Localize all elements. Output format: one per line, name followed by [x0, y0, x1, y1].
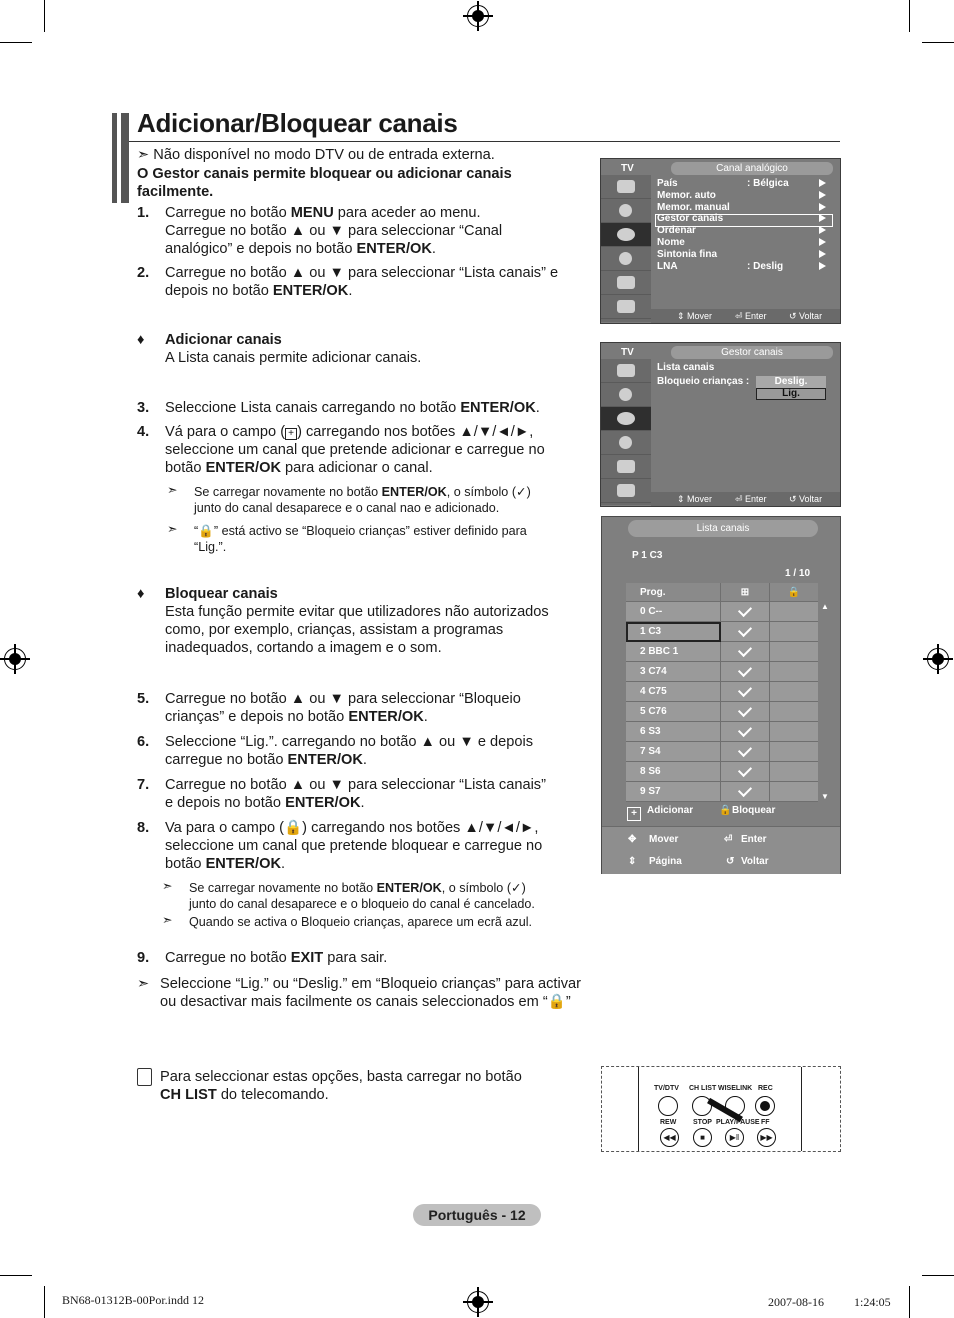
menu-item[interactable]: País: [657, 178, 678, 189]
note-unavailable: [137, 146, 495, 164]
channel-list-header: Lista canais: [628, 520, 818, 537]
step-key: ENTER/OK: [460, 400, 536, 416]
crop-mark: [909, 0, 910, 32]
channel-name: 0 C--: [626, 602, 721, 622]
enter-icon: ⏎: [724, 834, 733, 845]
stop-label: STOP: [693, 1119, 712, 1126]
sound-icon[interactable]: [601, 199, 651, 223]
step-text: Vá para o campo (: [165, 424, 286, 440]
menu-item[interactable]: Sintonia fina: [657, 248, 717, 260]
step-4: [165, 423, 585, 477]
lock-cell[interactable]: [770, 762, 819, 782]
add-label: Adicionar: [647, 805, 694, 816]
added-check-icon[interactable]: [721, 662, 770, 682]
crop-mark: [0, 1275, 32, 1276]
note-arrow-icon: ➣: [137, 147, 150, 163]
remote-hand-icon: [137, 1068, 152, 1086]
step-text: Seleccione “Lig.”. carregando no botão ▲ ou ▼ e depois: [165, 734, 534, 750]
scroll-up-icon[interactable]: ▲: [821, 602, 829, 611]
move-hint: ⇕ Mover: [677, 311, 713, 321]
page-icon: ⇕: [628, 856, 637, 867]
note-text: , o símbolo (: [441, 881, 512, 895]
step-number: 4.: [137, 424, 150, 440]
footer-file: BN68-01312B-00Por.indd 12: [62, 1293, 205, 1307]
menu-sidebar: [601, 359, 651, 505]
title-bar: [121, 113, 129, 203]
submenu-arrow-icon: [819, 191, 826, 199]
channel-icon[interactable]: [601, 223, 651, 247]
menu-item[interactable]: LNA: [657, 260, 678, 272]
submenu-arrow-icon: [819, 226, 826, 234]
added-check-icon[interactable]: [721, 702, 770, 722]
step-number: 7.: [137, 777, 150, 793]
step-key: ENTER/OK: [356, 241, 432, 257]
hint-text: Enter: [745, 494, 767, 504]
menu-header: Gestor canais: [671, 346, 833, 359]
title-rule: [129, 141, 840, 142]
step-text: crianças” e depois no botão: [165, 709, 349, 725]
menu-item[interactable]: Nome: [657, 237, 685, 248]
note-text: ): [521, 881, 526, 895]
channel-name: 9 S7: [626, 782, 721, 802]
registration-mark-icon: [4, 648, 26, 670]
channel-name: 6 S3: [626, 722, 721, 742]
add-icon: +: [627, 807, 641, 821]
note-8b: Quando se activa o Bloqueio crianças, aparece um ecrã azul.: [189, 915, 533, 929]
section-desc: como, por exemplo, crianças, assistam a programas: [165, 622, 504, 638]
setup-icon[interactable]: [601, 247, 651, 271]
back-hint: ↺ Voltar: [789, 311, 823, 321]
step-text: analógico” e depois no botão: [165, 241, 357, 257]
tvdtv-button[interactable]: [658, 1096, 678, 1116]
ff-icon[interactable]: ▶▶: [757, 1128, 776, 1147]
step-7: [165, 776, 585, 812]
menu-header: Canal analógico: [671, 162, 833, 175]
stop-icon[interactable]: ■: [693, 1128, 712, 1147]
channel-name: 8 S6: [626, 762, 721, 782]
note-arrow-icon: ➣: [137, 976, 150, 992]
step-1: [165, 204, 585, 258]
submenu-arrow-icon: [819, 203, 826, 211]
step-text: para sair.: [323, 950, 388, 966]
lock-cell[interactable]: [770, 642, 819, 662]
picture-icon[interactable]: [601, 175, 651, 199]
added-check-icon[interactable]: [721, 722, 770, 742]
table-row[interactable]: [626, 642, 818, 662]
tv-label: TV: [621, 163, 634, 174]
step-text: .: [280, 856, 286, 872]
step-text: Carregue no botão ▲ ou ▼ para seleccionar “Canal: [165, 223, 503, 239]
step-text: botão: [165, 460, 206, 476]
lock-cell[interactable]: [770, 702, 819, 722]
scroll-down-icon[interactable]: ▼: [821, 792, 829, 801]
step-key: ENTER/OK: [205, 460, 281, 476]
lock-label: Bloquear: [732, 805, 776, 816]
note-text: “: [194, 524, 199, 538]
rew-icon[interactable]: ◀◀: [660, 1128, 679, 1147]
hint-text: Voltar: [799, 311, 823, 321]
step-text: Carregue no botão ▲ ou ▼ para seleccionar “Lista canais”: [165, 777, 546, 793]
check-icon: ✓: [516, 485, 527, 499]
lock-cell[interactable]: [770, 782, 819, 802]
step-text: e depois no botão: [165, 795, 286, 811]
menu-item[interactable]: Ordenar: [657, 225, 696, 237]
menu-item-value: : Bélgica: [747, 178, 789, 189]
submenu-arrow-icon: [819, 250, 826, 258]
note-text: ): [526, 485, 531, 499]
remote-control-image: [601, 1066, 841, 1152]
step-text: ) carregando nos botões ▲/▼/◄/►,: [297, 424, 534, 440]
application-icon[interactable]: [601, 479, 651, 503]
table-row[interactable]: [626, 682, 818, 702]
intro: O Gestor canais permite bloquear ou adicionar canais facilmente.: [137, 166, 512, 200]
add-icon: +: [285, 428, 297, 440]
menu-item-channel-list[interactable]: Lista canais: [657, 362, 715, 373]
channel-table: [626, 583, 818, 802]
added-check-icon[interactable]: [721, 782, 770, 802]
table-row[interactable]: [626, 602, 818, 622]
lock-icon: 🔒: [198, 524, 214, 538]
enter-hint: ⏎ Enter: [735, 311, 767, 321]
input-icon[interactable]: [601, 271, 651, 295]
move-hint: ⇕ Mover: [677, 494, 713, 504]
table-row[interactable]: [626, 762, 818, 782]
lock-cell[interactable]: [770, 662, 819, 682]
option-on[interactable]: Lig.: [756, 388, 826, 400]
hint-text: Voltar: [799, 494, 823, 504]
table-row[interactable]: [626, 622, 818, 642]
hint-text: Mover: [687, 494, 713, 504]
tv-label: TV: [621, 347, 634, 358]
play-pause-icon[interactable]: ▶‖: [725, 1128, 744, 1147]
channel-name: 3 C74: [626, 662, 721, 682]
submenu-arrow-icon: [819, 262, 826, 270]
note-8a: [189, 880, 589, 912]
step-text: botão: [165, 856, 206, 872]
move-hint: Mover: [649, 834, 679, 845]
tip-text: Seleccione “Lig.” ou “Deslig.” em “Bloqueio crianças” para activar: [160, 976, 581, 992]
table-row[interactable]: [626, 722, 818, 742]
picture-icon[interactable]: [601, 359, 651, 383]
lock-section: [165, 585, 585, 657]
note-text: ” está activo se “Bloqueio crianças” estiver definido para: [213, 524, 527, 538]
step-text: .: [423, 709, 428, 725]
step-key: MENU: [290, 205, 334, 221]
tip-text: ”: [565, 994, 571, 1010]
note-4b: [194, 523, 584, 555]
remote-edge: [801, 1066, 802, 1152]
step-number: 6.: [137, 734, 150, 750]
step-3: [165, 399, 540, 417]
submenu-arrow-icon: [819, 179, 826, 187]
table-header: [626, 583, 818, 602]
crop-mark: [44, 0, 45, 32]
section-title: Adicionar canais: [165, 332, 282, 348]
channel-name: 2 BBC 1: [626, 642, 721, 662]
setup-icon[interactable]: [601, 431, 651, 455]
table-row[interactable]: [626, 782, 818, 802]
menu-item-value: : Deslig: [747, 260, 784, 272]
lock-icon: 🔒: [547, 994, 566, 1010]
menu-footer: [651, 309, 840, 323]
section-desc: A Lista canais permite adicionar canais.: [165, 350, 422, 366]
step-text: Va para o campo (: [165, 820, 284, 836]
note-text: “Lig.”.: [194, 540, 227, 554]
step-5: [165, 690, 585, 726]
add-section: [165, 331, 421, 367]
lock-icon: 🔒: [283, 820, 303, 836]
submenu-arrow-icon: [819, 238, 826, 246]
step-key: ENTER/OK: [272, 283, 349, 299]
note-text: Não disponível no modo DTV ou de entrada externa.: [153, 147, 495, 163]
note-text: junto do canal desaparece e o bloqueio do canal é cancelado.: [189, 897, 535, 911]
crop-mark: [922, 42, 954, 43]
table-row[interactable]: [626, 662, 818, 682]
playpause-label: PLAY/PAUSE: [716, 1119, 760, 1126]
application-icon[interactable]: [601, 295, 651, 319]
added-check-icon[interactable]: [721, 762, 770, 782]
step-text: .: [431, 241, 436, 257]
ff-label: FF: [761, 1119, 770, 1126]
tip: [160, 975, 600, 1011]
step-key: ENTER/OK: [348, 709, 424, 725]
crop-mark: [922, 1275, 954, 1276]
option-off[interactable]: Deslig.: [756, 376, 826, 388]
note-4a: [194, 484, 584, 516]
tvdtv-label: TV/DTV: [654, 1085, 679, 1092]
step-number: 8.: [137, 820, 150, 836]
lock-cell[interactable]: [770, 602, 819, 622]
footer-date: 2007-08-16 1:24:05: [768, 1295, 891, 1309]
step-key: ENTER/OK: [285, 795, 361, 811]
enter-hint: ⏎ Enter: [735, 494, 767, 504]
channel-name: 4 C75: [626, 682, 721, 702]
channel-list-screen: [601, 516, 841, 874]
move-icon: ✥: [628, 834, 637, 845]
step-text: .: [535, 400, 540, 416]
step-text: para adicionar o canal.: [280, 460, 433, 476]
check-icon: ✓: [511, 881, 522, 895]
sound-icon[interactable]: [601, 383, 651, 407]
channel-name: 5 C76: [626, 702, 721, 722]
back-hint: Voltar: [741, 856, 769, 867]
crop-mark: [0, 42, 32, 43]
menu-footer: [651, 492, 840, 506]
title-bar: [112, 113, 117, 203]
step-text: Carregue no botão: [165, 950, 291, 966]
crop-mark: [44, 1286, 45, 1318]
tv-menu-channel-manager: [600, 342, 841, 507]
menu-item[interactable]: Gestor canais: [657, 213, 724, 225]
added-check-icon[interactable]: [721, 682, 770, 702]
back-hint: ↺ Voltar: [789, 494, 823, 504]
lock-cell[interactable]: [770, 742, 819, 762]
back-icon: ↺: [726, 856, 735, 867]
rec-button[interactable]: [755, 1096, 775, 1116]
note-key: ENTER/OK: [381, 485, 447, 499]
chlist-label: CH LIST: [689, 1085, 717, 1092]
lock-cell[interactable]: [770, 722, 819, 742]
step-text: seleccione um canal que pretende adicionar e carregue no: [165, 442, 545, 458]
step-number: 1.: [137, 205, 150, 221]
note-text: do telecomando.: [216, 1087, 329, 1103]
menu-item-child-lock[interactable]: Bloqueio crianças :: [657, 376, 750, 387]
add-column-icon: ⊞: [721, 583, 770, 602]
note-arrow-icon: ➣: [162, 879, 173, 893]
rec-label: REC: [758, 1085, 773, 1092]
step-text: Carregue no botão ▲ ou ▼ para seleccionar “Bloqueio: [165, 691, 521, 707]
note-key: CH LIST: [160, 1087, 217, 1103]
hint-text: Mover: [687, 311, 713, 321]
lock-cell[interactable]: [770, 682, 819, 702]
note-text: Se carregar novamente no botão: [194, 485, 382, 499]
registration-mark-icon: [927, 648, 949, 670]
note-text: , o símbolo (: [446, 485, 517, 499]
remote-edge: [638, 1066, 639, 1152]
registration-mark-icon: [467, 5, 489, 27]
step-text: carregue no botão: [165, 752, 288, 768]
input-icon[interactable]: [601, 455, 651, 479]
table-row[interactable]: [626, 702, 818, 722]
note-text: Se carregar novamente no botão: [189, 881, 377, 895]
note-arrow-icon: ➣: [167, 483, 178, 497]
step-text: .: [348, 283, 353, 299]
menu-sidebar: [601, 175, 651, 322]
section-title: Bloquear canais: [165, 586, 278, 602]
step-text: Carregue no botão ▲ ou ▼ para seleccionar “Lista canais” e: [165, 265, 559, 281]
step-number: 2.: [137, 265, 150, 281]
table-row[interactable]: [626, 742, 818, 762]
step-key: ENTER/OK: [205, 856, 281, 872]
step-text: Seleccione Lista canais carregando no botão: [165, 400, 461, 416]
page-title: Adicionar/Bloquear canais: [137, 108, 458, 138]
remote-note: [160, 1068, 590, 1104]
registration-mark-icon: [467, 1291, 489, 1313]
channel-icon[interactable]: [601, 407, 651, 431]
added-check-icon[interactable]: [721, 642, 770, 662]
step-text: seleccione um canal que pretende bloquear e carregue no: [165, 838, 543, 854]
page-indicator: 1 / 10: [785, 568, 811, 579]
step-text: Carregue no botão: [165, 205, 291, 221]
hint-text: Enter: [745, 311, 767, 321]
lock-icon: 🔒: [719, 805, 732, 816]
tv-menu-channel: [600, 158, 841, 324]
enter-hint: Enter: [741, 834, 767, 845]
channel-name: 7 S4: [626, 742, 721, 762]
current-channel: P 1 C3: [632, 550, 663, 561]
step-key: ENTER/OK: [287, 752, 363, 768]
step-number: 9.: [137, 950, 150, 966]
note-arrow-icon: ➣: [167, 522, 178, 536]
added-check-icon[interactable]: [721, 622, 770, 642]
step-key: EXIT: [290, 950, 324, 966]
step-6: [165, 733, 585, 769]
tip-text: ou desactivar mais facilmente os canais seleccionados em “: [160, 994, 548, 1010]
section-desc: inadequados, cortando a imagem e o som.: [165, 640, 442, 656]
wiselink-label: WISELINK: [718, 1085, 753, 1092]
channel-name: 1 C3: [626, 622, 721, 642]
step-text: depois no botão: [165, 283, 273, 299]
menu-item[interactable]: Memor. manual: [657, 201, 730, 213]
step-9: [165, 949, 387, 967]
lock-column-icon: 🔒: [770, 583, 819, 602]
page-number: Português - 12: [413, 1204, 541, 1226]
rew-label: REW: [660, 1119, 677, 1126]
step-text: para aceder ao menu.: [333, 205, 481, 221]
step-8: [165, 819, 585, 873]
crop-mark: [909, 1286, 910, 1318]
lock-cell[interactable]: [770, 622, 819, 642]
menu-item[interactable]: Memor. auto: [657, 189, 716, 201]
step-number: 3.: [137, 400, 150, 416]
bullet: ♦: [137, 332, 145, 348]
step-number: 5.: [137, 691, 150, 707]
step-text: .: [360, 795, 365, 811]
channel-list-footer: [602, 826, 840, 874]
page-hint: Página: [649, 856, 682, 867]
note-arrow-icon: ➣: [162, 913, 173, 927]
added-check-icon[interactable]: [721, 742, 770, 762]
step-2: [165, 264, 585, 300]
note-text: Para seleccionar estas opções, basta carregar no botão: [160, 1069, 522, 1085]
section-desc: Esta função permite evitar que utilizadores não autorizados: [165, 604, 549, 620]
col-prog: Prog.: [626, 583, 721, 602]
note-text: junto do canal desaparece e o canal nao e adicionado.: [194, 501, 500, 515]
step-text: ) carregando nos botões ▲/▼/◄/►,: [302, 820, 539, 836]
bullet: ♦: [137, 586, 145, 602]
submenu-arrow-icon: [819, 214, 826, 222]
note-key: ENTER/OK: [376, 881, 442, 895]
step-text: .: [362, 752, 367, 768]
added-check-icon[interactable]: [721, 602, 770, 622]
